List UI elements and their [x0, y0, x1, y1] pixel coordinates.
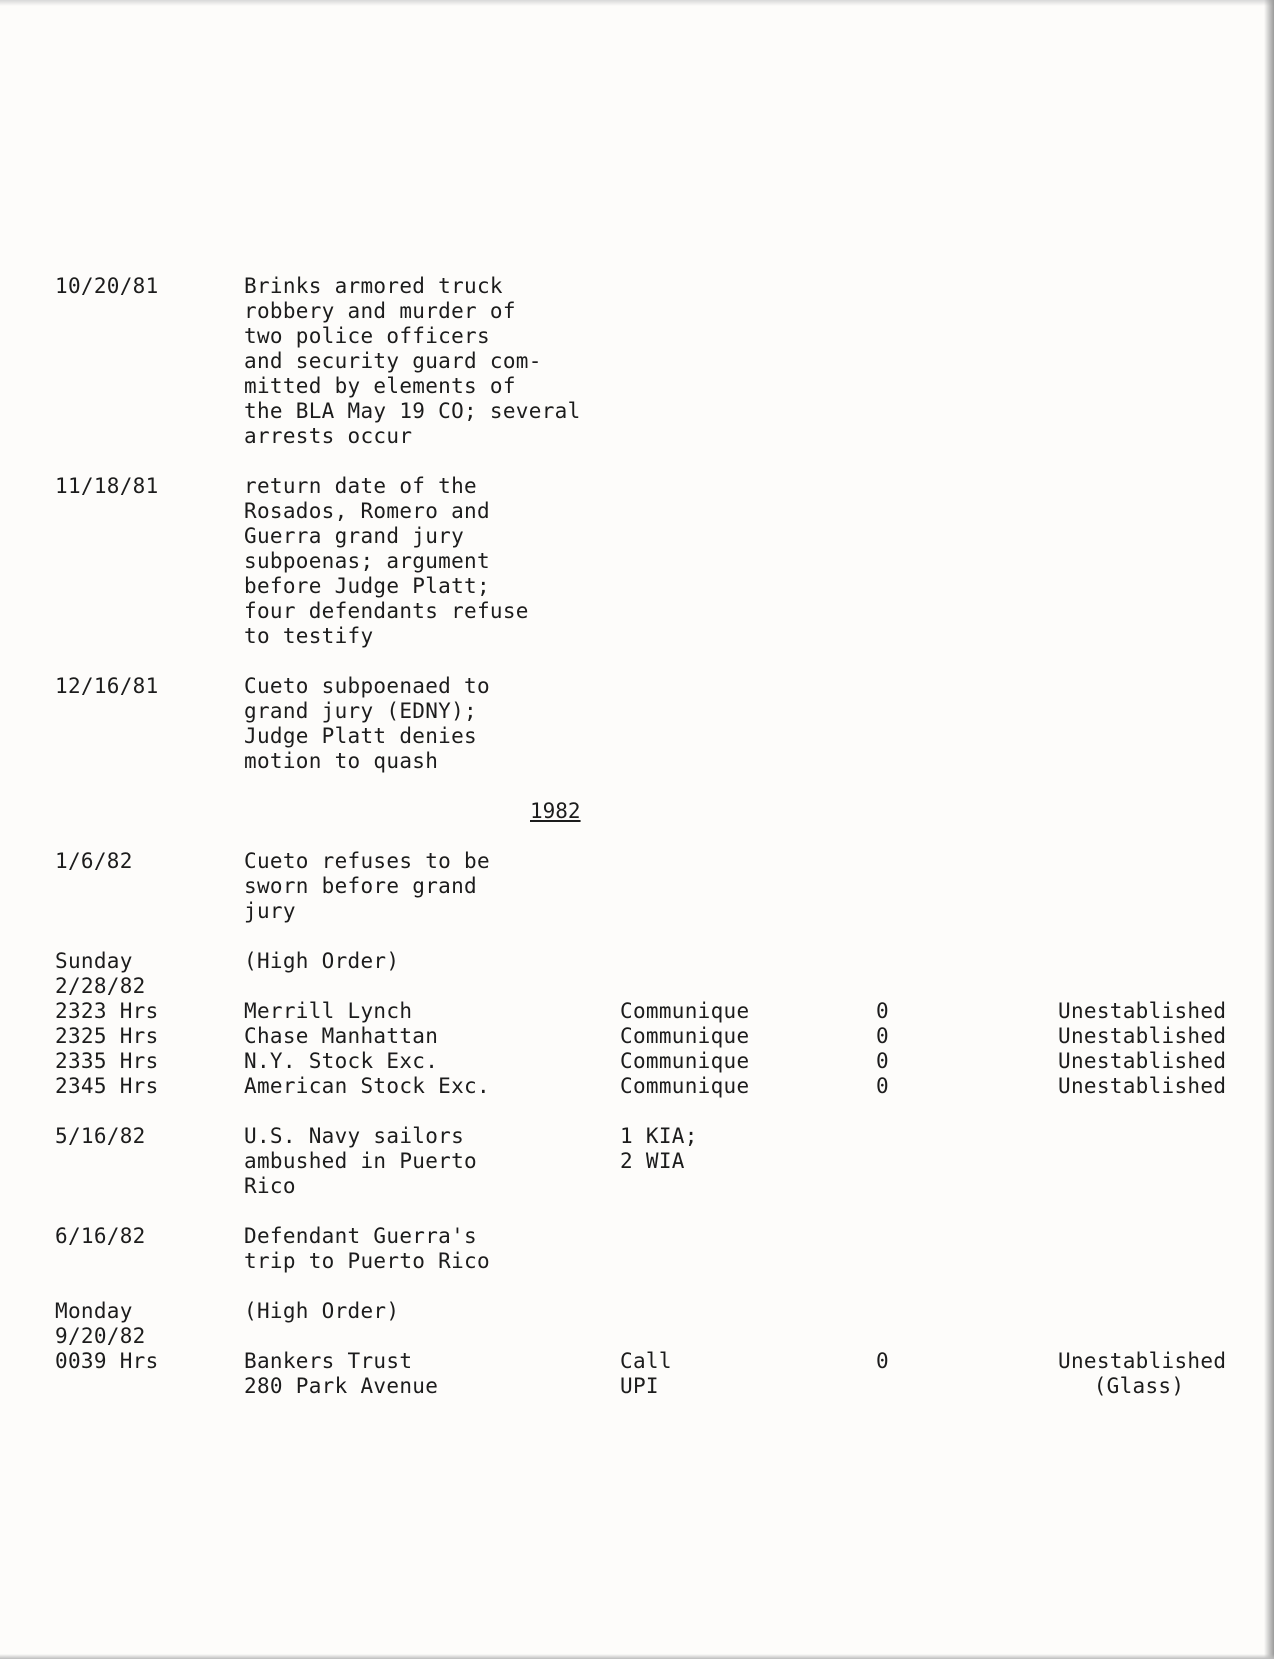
group-date: 2/28/82	[55, 974, 146, 998]
row-status: Unestablished	[1058, 1024, 1227, 1048]
page-edge-top	[0, 0, 1274, 6]
entry-description: robbery and murder of	[244, 299, 516, 323]
group-date: 9/20/82	[55, 1324, 146, 1348]
entry-description: return date of the	[244, 474, 477, 498]
page-edge-bottom	[0, 1654, 1274, 1659]
entry-description: trip to Puerto Rico	[244, 1249, 490, 1273]
entry-description: jury	[244, 899, 296, 923]
row-count: 0	[876, 1074, 889, 1098]
entry-description: and security guard com-	[244, 349, 542, 373]
entry-description: Judge Platt denies	[244, 724, 477, 748]
entry-description: Cueto refuses to be	[244, 849, 490, 873]
row-target: 280 Park Avenue	[244, 1374, 439, 1398]
row-time: 2345 Hrs	[55, 1074, 159, 1098]
page-edge-right	[1264, 0, 1274, 1659]
row-status: Unestablished	[1058, 999, 1227, 1023]
entry-description: mitted by elements of	[244, 374, 516, 398]
entry-description: before Judge Platt;	[244, 574, 490, 598]
entry-description: Cueto subpoenaed to	[244, 674, 490, 698]
row-target: N.Y. Stock Exc.	[244, 1049, 439, 1073]
entry-description: Rosados, Romero and	[244, 499, 490, 523]
row-time: 2323 Hrs	[55, 999, 159, 1023]
entry-casualties: 2 WIA	[620, 1149, 685, 1173]
row-time: 0039 Hrs	[55, 1349, 159, 1373]
entry-description: four defendants refuse	[244, 599, 529, 623]
entry-description: grand jury (EDNY);	[244, 699, 477, 723]
entry-description: the BLA May 19 CO; several	[244, 399, 581, 423]
row-claim: UPI	[620, 1374, 659, 1398]
row-status: Unestablished	[1058, 1349, 1227, 1373]
entry-date: 10/20/81	[55, 274, 159, 298]
entry-date: 1/6/82	[55, 849, 133, 873]
entry-description: arrests occur	[244, 424, 413, 448]
row-count: 0	[876, 1049, 889, 1073]
row-target: American Stock Exc.	[244, 1074, 490, 1098]
row-claim: Call	[620, 1349, 672, 1373]
row-status: Unestablished	[1058, 1074, 1227, 1098]
row-time: 2325 Hrs	[55, 1024, 159, 1048]
entry-date: 6/16/82	[55, 1224, 146, 1248]
entry-description: sworn before grand	[244, 874, 477, 898]
entry-description: subpoenas; argument	[244, 549, 490, 573]
row-time: 2335 Hrs	[55, 1049, 159, 1073]
entry-description: to testify	[244, 624, 374, 648]
row-status-note: (Glass)	[1093, 1374, 1185, 1398]
row-claim: Communique	[620, 999, 750, 1023]
entry-casualties: 1 KIA;	[620, 1124, 698, 1148]
entry-description: ambushed in Puerto	[244, 1149, 477, 1173]
row-claim: Communique	[620, 1074, 750, 1098]
row-status: Unestablished	[1058, 1049, 1227, 1073]
row-target: Chase Manhattan	[244, 1024, 439, 1048]
group-label: (High Order)	[244, 1299, 400, 1323]
row-claim: Communique	[620, 1024, 750, 1048]
entry-date: 11/18/81	[55, 474, 159, 498]
entry-description: Rico	[244, 1174, 296, 1198]
entry-description: U.S. Navy sailors	[244, 1124, 465, 1148]
entry-description: Guerra grand jury	[244, 524, 465, 548]
group-label: (High Order)	[244, 949, 400, 973]
row-count: 0	[876, 999, 889, 1023]
row-target: Merrill Lynch	[244, 999, 413, 1023]
entry-date: 5/16/82	[55, 1124, 146, 1148]
entry-date: 12/16/81	[55, 674, 159, 698]
entry-description: motion to quash	[244, 749, 439, 773]
row-claim: Communique	[620, 1049, 750, 1073]
row-count: 0	[876, 1349, 889, 1373]
row-count: 0	[876, 1024, 889, 1048]
year-heading: 1982	[530, 799, 581, 823]
group-day: Monday	[55, 1299, 133, 1323]
entry-description: Defendant Guerra's	[244, 1224, 477, 1248]
row-target: Bankers Trust	[244, 1349, 413, 1373]
group-day: Sunday	[55, 949, 133, 973]
entry-description: two police officers	[244, 324, 490, 348]
entry-description: Brinks armored truck	[244, 274, 503, 298]
